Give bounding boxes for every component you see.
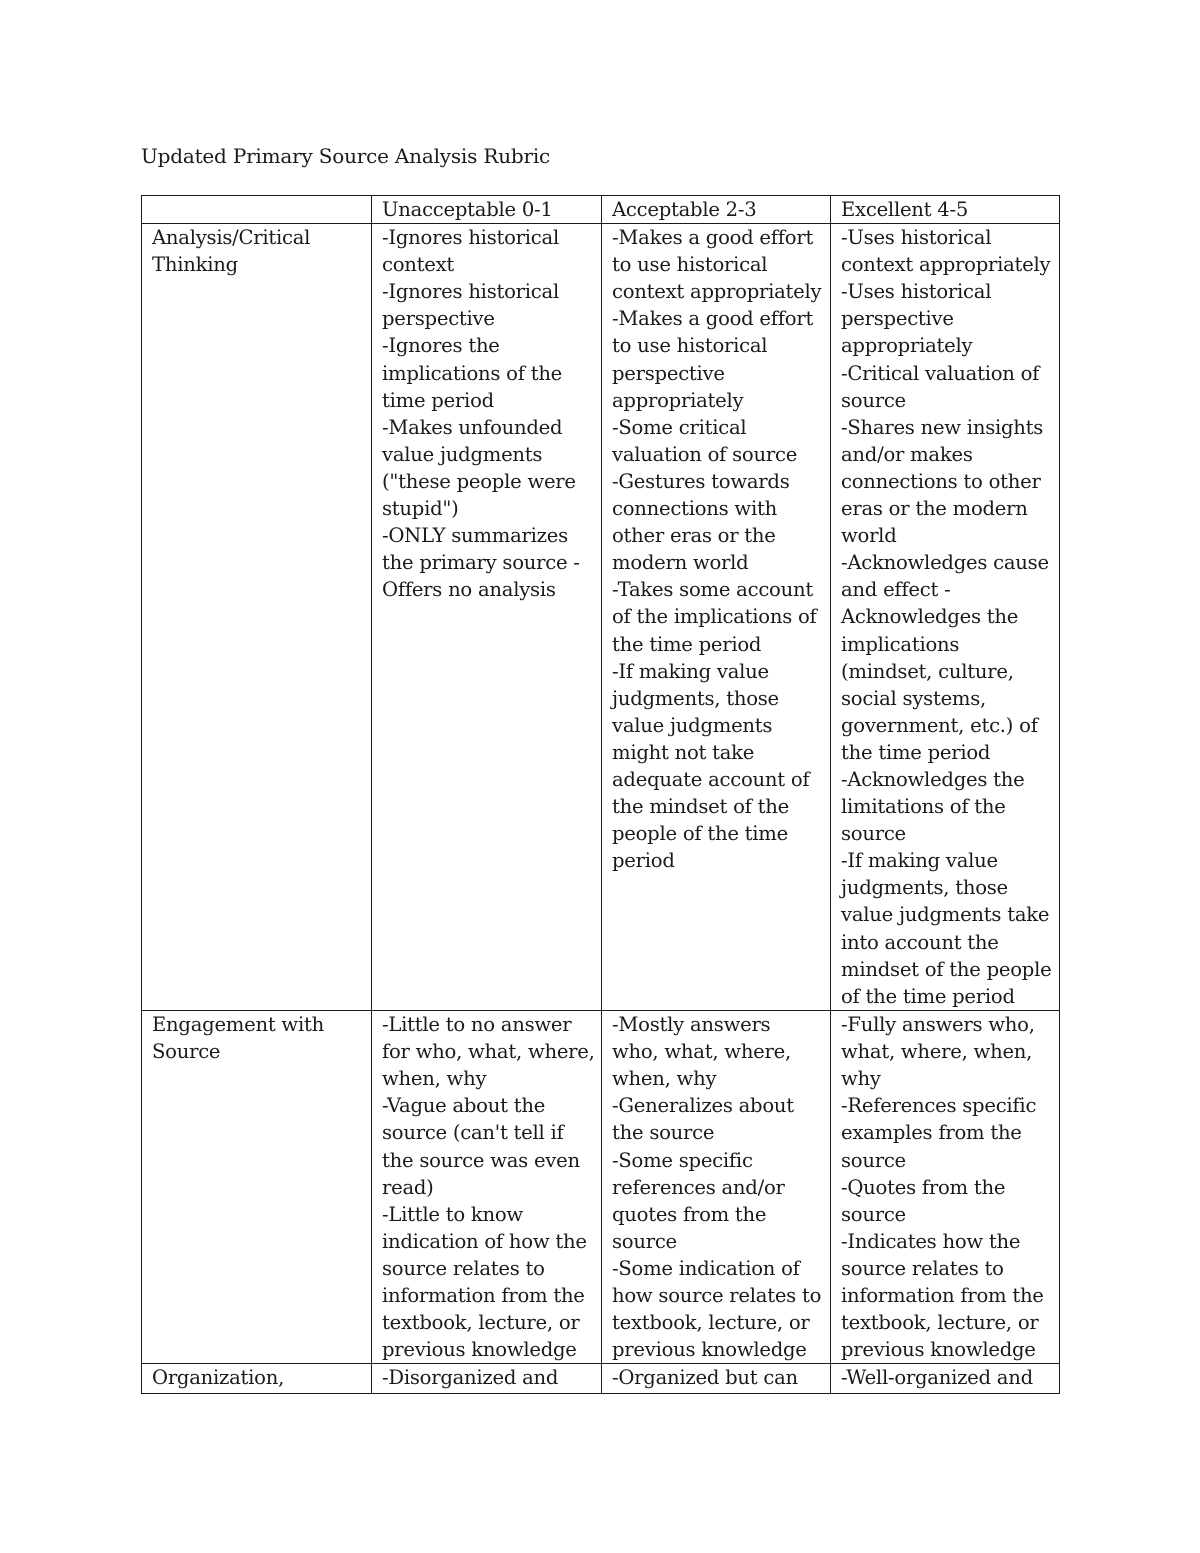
cell-text-line: -If making value xyxy=(612,659,769,683)
cell-text-line: other eras or the xyxy=(612,524,776,548)
rubric-table xyxy=(141,195,1060,1394)
cell-text-line: time period xyxy=(382,388,494,412)
cell-text-line: -Takes some account xyxy=(612,578,813,602)
cell-text-line: -Well-organized and xyxy=(841,1366,1033,1390)
cell-text-line: read) xyxy=(382,1175,434,1199)
cell-text-line: -Little to no answer xyxy=(382,1013,572,1037)
unacceptable-cell xyxy=(372,1364,602,1394)
cell-text-line: -Ignores historical xyxy=(382,280,559,304)
cell-text-line: -Ignores the xyxy=(382,334,500,358)
cell-text-line: implications of the xyxy=(382,361,563,385)
cell-text-line: into account the xyxy=(841,930,999,954)
cell-text-line: period xyxy=(612,849,675,873)
cell-text-line: stupid") xyxy=(382,497,459,521)
acceptable-cell xyxy=(602,224,831,1011)
cell-text-line: -Acknowledges the xyxy=(841,767,1025,791)
cell-text-line: government, etc.) of xyxy=(841,713,1038,737)
cell-text-line: source xyxy=(841,822,906,846)
cell-text-line: Acknowledges the xyxy=(841,605,1019,629)
cell-text-line: context appropriately xyxy=(612,280,822,304)
cell-text-line: value judgments xyxy=(612,713,773,737)
cell-text-line: -Uses historical xyxy=(841,226,992,250)
cell-text-line: -Fully answers who, xyxy=(841,1013,1035,1037)
cell-text-line: who, what, where, xyxy=(612,1040,791,1064)
cell-text-line: and effect - xyxy=(841,578,951,602)
cell-text-line: modern world xyxy=(612,551,749,575)
cell-text-line: previous knowledge xyxy=(382,1338,577,1362)
excellent-cell xyxy=(831,1364,1060,1394)
cell-text-line: Offers no analysis xyxy=(382,578,556,602)
cell-text-line: -Makes a good effort xyxy=(612,307,814,331)
cell-text-line: social systems, xyxy=(841,686,987,710)
row-engagement xyxy=(142,1011,1060,1364)
cell-text-line: judgments, those xyxy=(841,876,1008,900)
cell-text-line: -Makes a good effort xyxy=(612,226,814,250)
row-organization xyxy=(142,1364,1060,1394)
cell-text-line: appropriately xyxy=(612,388,744,412)
acceptable-cell xyxy=(602,1011,831,1364)
cell-text-line: (mindset, culture, xyxy=(841,659,1014,683)
cell-text-line: source (can't tell if xyxy=(382,1121,564,1145)
header-cell-empty xyxy=(142,196,372,224)
cell-text-line: implications xyxy=(841,632,960,656)
cell-text-line: the time period xyxy=(841,740,991,764)
cell-text-line: Engagement with xyxy=(152,1013,324,1037)
cell-text-line: -Acknowledges cause xyxy=(841,551,1049,575)
cell-text-line: why xyxy=(841,1067,881,1091)
header-excellent: Excellent 4-5 xyxy=(831,196,1060,224)
cell-text-line: of the time period xyxy=(841,984,1015,1008)
cell-text-line: -Organized but can xyxy=(612,1366,798,1390)
cell-text-line: perspective xyxy=(382,307,495,331)
cell-text-line: when, why xyxy=(612,1067,717,1091)
cell-text-line: when, why xyxy=(382,1067,487,1091)
header-unacceptable: Unacceptable 0-1 xyxy=(372,196,602,224)
cell-text-line: what, where, when, xyxy=(841,1040,1033,1064)
cell-text-line: the mindset of the xyxy=(612,795,789,819)
cell-text-line: source xyxy=(612,1229,677,1253)
cell-text-line: -Disorganized and xyxy=(382,1366,559,1390)
cell-text-line: to use historical xyxy=(612,253,768,277)
acceptable-cell xyxy=(602,1364,831,1394)
cell-text-line: people of the time xyxy=(612,822,788,846)
cell-text-line: examples from the xyxy=(841,1121,1022,1145)
cell-text-line: -Some specific xyxy=(612,1148,753,1172)
cell-text-line: textbook, lecture, or xyxy=(612,1311,810,1335)
cell-text-line: -Mostly answers xyxy=(612,1013,771,1037)
cell-text-line: information from the xyxy=(841,1284,1044,1308)
cell-text-line: -Little to know xyxy=(382,1202,523,1226)
cell-text-line: -Gestures towards xyxy=(612,469,790,493)
cell-text-line: -Quotes from the xyxy=(841,1175,1006,1199)
cell-text-line: -Ignores historical xyxy=(382,226,559,250)
excellent-cell xyxy=(831,1011,1060,1364)
unacceptable-cell xyxy=(372,1011,602,1364)
cell-text-line: -Generalizes about xyxy=(612,1094,794,1118)
cell-text-line: mindset of the people xyxy=(841,957,1052,981)
cell-text-line: the source xyxy=(612,1121,715,1145)
criterion-cell xyxy=(142,1364,372,1394)
cell-text-line: and/or makes xyxy=(841,442,973,466)
cell-text-line: appropriately xyxy=(841,334,973,358)
document-title: Updated Primary Source Analysis Rubric xyxy=(141,144,551,168)
cell-text-line: limitations of the xyxy=(841,795,1006,819)
cell-text-line: the time period xyxy=(612,632,762,656)
cell-text-line: for who, what, where, xyxy=(382,1040,595,1064)
cell-text-line: -Makes unfounded xyxy=(382,415,563,439)
cell-text-line: how source relates to xyxy=(612,1284,822,1308)
cell-text-line: value judgments take xyxy=(841,903,1050,927)
cell-text-line: connections to other xyxy=(841,469,1041,493)
cell-text-line: indication of how the xyxy=(382,1229,587,1253)
cell-text-line: -Critical valuation of xyxy=(841,361,1040,385)
excellent-cell xyxy=(831,224,1060,1011)
cell-text-line: value judgments xyxy=(382,442,543,466)
cell-text-line: eras or the modern xyxy=(841,497,1028,521)
cell-text-line: to use historical xyxy=(612,334,768,358)
cell-text-line: might not take xyxy=(612,740,755,764)
cell-text-line: source xyxy=(841,1148,906,1172)
cell-text-line: -Indicates how the xyxy=(841,1229,1021,1253)
cell-text-line: ("these people were xyxy=(382,469,576,493)
cell-text-line: Source xyxy=(152,1040,221,1064)
cell-text-line: source xyxy=(841,388,906,412)
cell-text-line: Analysis/Critical xyxy=(152,226,311,250)
cell-text-line: of the implications of xyxy=(612,605,817,629)
cell-text-line: perspective xyxy=(612,361,725,385)
cell-text-line: source xyxy=(841,1202,906,1226)
cell-text-line: world xyxy=(841,524,897,548)
cell-text-line: information from the xyxy=(382,1284,585,1308)
unacceptable-cell xyxy=(372,224,602,1011)
cell-text-line: previous knowledge xyxy=(841,1338,1036,1362)
header-row xyxy=(142,196,1060,224)
cell-text-line: textbook, lecture, or xyxy=(382,1311,580,1335)
cell-text-line: context appropriately xyxy=(841,253,1051,277)
cell-text-line: textbook, lecture, or xyxy=(841,1311,1039,1335)
cell-text-line: adequate account of xyxy=(612,767,810,791)
cell-text-line: perspective xyxy=(841,307,954,331)
cell-text-line: -Vague about the xyxy=(382,1094,546,1118)
cell-text-line: context xyxy=(382,253,455,277)
cell-text-line: -If making value xyxy=(841,849,998,873)
cell-text-line: -ONLY summarizes xyxy=(382,524,568,548)
cell-text-line: -Some critical xyxy=(612,415,747,439)
row-analysis xyxy=(142,224,1060,1011)
cell-text-line: source relates to xyxy=(382,1256,545,1280)
cell-text-line: quotes from the xyxy=(612,1202,767,1226)
cell-text-line: source relates to xyxy=(841,1256,1004,1280)
cell-text-line: judgments, those xyxy=(612,686,779,710)
cell-text-line: references and/or xyxy=(612,1175,785,1199)
cell-text-line: -Some indication of xyxy=(612,1256,800,1280)
cell-text-line: -Uses historical xyxy=(841,280,992,304)
cell-text-line: -Shares new insights xyxy=(841,415,1044,439)
cell-text-line: valuation of source xyxy=(612,442,798,466)
cell-text-line: the primary source - xyxy=(382,551,580,575)
criterion-cell xyxy=(142,1011,372,1364)
cell-text-line: the source was even xyxy=(382,1148,580,1172)
cell-text-line: -References specific xyxy=(841,1094,1037,1118)
cell-text-line: Thinking xyxy=(152,253,238,277)
cell-text-line: previous knowledge xyxy=(612,1338,807,1362)
cell-text-line: Organization, xyxy=(152,1366,285,1390)
criterion-cell xyxy=(142,224,372,1011)
cell-text-line: connections with xyxy=(612,497,777,521)
header-acceptable: Acceptable 2-3 xyxy=(602,196,831,224)
